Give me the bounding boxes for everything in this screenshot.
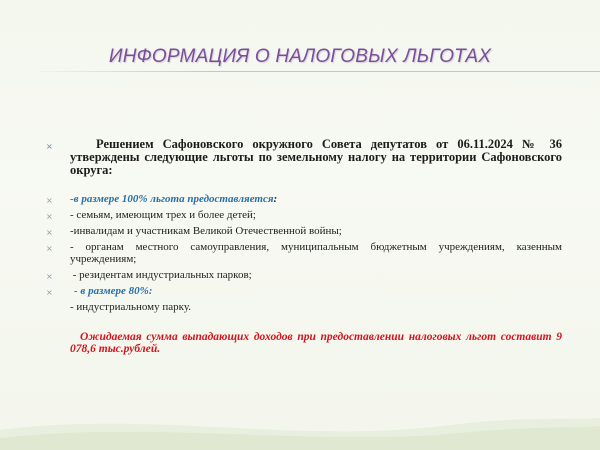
bullet-icon: ×: [46, 288, 53, 297]
list-item-text: - семьям, имеющим трех и более детей;: [70, 209, 256, 221]
bullet-icon: ×: [46, 272, 53, 281]
bullet-icon: ×: [46, 142, 53, 151]
list-item: [46, 209, 562, 221]
slide-title: ИНФОРМАЦИЯ О НАЛОГОВЫХ ЛЬГОТАХ: [108, 46, 492, 67]
bullet-icon: ×: [46, 244, 53, 253]
bullet-icon: ×: [46, 212, 53, 221]
title-underline: [40, 71, 600, 72]
partial-rate-label: - в размере 80%:: [74, 285, 153, 297]
list-item-text: - резидентам индустриальных парков;: [70, 269, 252, 281]
title-container: [0, 46, 600, 68]
list-item-full-rate: [46, 193, 562, 205]
list-item: [46, 269, 562, 281]
expected-revenue-note: Ожидаемая сумма выпадающих доходов при предоставлении налоговых льгот составит 9 078,6 тыс.рублей.: [70, 331, 562, 355]
slide-content: [46, 138, 562, 355]
decorative-wave: [0, 390, 600, 450]
list-item-partial-rate: [46, 285, 562, 297]
intro-text: Решением Сафоновского окружного Совета депутатов от 06.11.2024 № 36 утверждены следующие льготы по земельному налогу на территории Сафоновского округа:: [70, 137, 562, 177]
bullet-icon: ×: [46, 196, 53, 205]
full-rate-colon: :: [273, 193, 278, 205]
list-item-text: - органам местного самоуправления, муниципальным бюджетным учреждениям, казенным учреждениям;: [70, 241, 562, 265]
intro-paragraph: [46, 138, 562, 177]
list-item: [46, 225, 562, 237]
partial-item-text: - индустриальному парку.: [70, 301, 191, 313]
list-item-sub: [46, 301, 562, 313]
bullet-icon: ×: [46, 228, 53, 237]
list-item: [46, 241, 562, 265]
full-rate-label: -в размере 100% льгота предоставляется: [70, 193, 274, 205]
list-item-text: -инвалидам и участникам Великой Отечественной войны;: [70, 225, 342, 237]
